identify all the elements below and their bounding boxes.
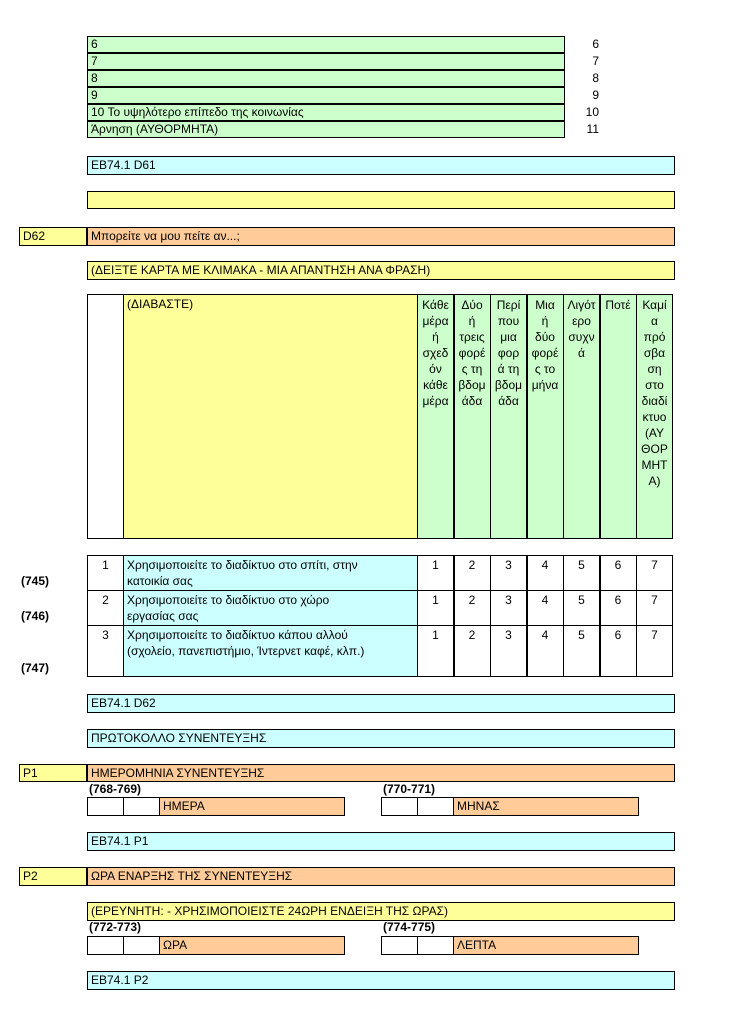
question-code-d62: D62 [19,227,87,246]
answer-option[interactable]: 5 [563,590,600,626]
answer-option[interactable]: 1 [417,555,454,591]
field-code-day: (768-769) [89,782,142,796]
read-label: (ΔΙΑΒΑΣΤΕ) [123,294,418,539]
item-text [123,590,418,626]
ref-d61: EB74.1 D61 [87,156,675,175]
column-header-line: μήνα [531,378,559,392]
column-header-line: μια [500,330,517,344]
instruction-d62: (ΔΕΙΞΤΕ ΚΑΡΤΑ ΜΕ ΚΛΙΜΑΚΑ - ΜΙΑ ΑΠΑΝΤΗΣΗ ΑΝΑ ΦΡΑΣΗ) [87,261,675,280]
answer-option[interactable]: 2 [454,590,491,626]
column-header-line: βδομ [458,378,486,392]
answer-option[interactable]: 5 [563,625,600,677]
question-code-p1: P1 [19,764,87,782]
minutes-digit-2[interactable] [417,936,454,955]
column-header-line: μέρα [422,314,449,328]
column-header-line: που [497,314,520,328]
column-header-line: κτυο [642,410,667,424]
column-header-line: βδομ [494,378,523,392]
column-header [600,294,637,539]
scale-code: 10 [585,105,599,119]
column-header-line: κάθε [423,378,448,392]
item-text-line: Χρησιμοποιείτε το διαδίκτυο στο χώρο [127,593,330,607]
column-header-line: ς τη [461,362,483,376]
column-header-line: ή [541,314,549,328]
scale-code: 6 [592,37,599,51]
column-header-line: ή [432,330,439,344]
column-header-line: Α) [648,474,661,488]
scale-code: 9 [592,88,599,102]
column-header-line: φορ [497,346,520,360]
item-code: (747) [21,661,50,675]
column-header-line: σβα [643,346,666,360]
column-header-line: ς το [534,362,556,376]
answer-option[interactable]: 7 [636,590,673,626]
item-text-line: εργασίας σας [127,609,199,623]
minutes-digit-1[interactable] [381,936,418,955]
ref-d62: EB74.1 D62 [87,694,675,713]
item-code: (746) [21,609,50,623]
instruction-p2: (ΕΡΕΥΝΗΤΗ: - ΧΡΗΣΙΜΟΠΟΙΕΙΣΤΕ 24ΩΡΗ ΕΝΔΕΙΞΗ ΤΗΣ ΩΡΑΣ) [87,902,675,921]
answer-option[interactable]: 4 [527,555,564,591]
column-header [417,294,454,539]
column-header-line: Κάθε [422,298,449,312]
item-text [123,555,418,591]
minutes-label: ΛΕΠΤΑ [453,936,639,955]
ref-p1: EB74.1 P1 [87,832,675,851]
answer-option[interactable]: 1 [417,590,454,626]
column-header-line: άδα [461,394,483,408]
answer-option[interactable]: 4 [527,590,564,626]
column-header-line: φορέ [458,346,486,360]
column-header-line: Λιγότ [567,298,596,312]
column-header-line: Μια [535,298,555,312]
column-header-line: Καμί [642,298,667,312]
scale-row: 9 [87,87,565,104]
answer-option[interactable]: 3 [490,625,527,677]
column-header-line: πρό [643,330,666,344]
column-header-line: φορέ [531,346,559,360]
scale-code: 11 [586,122,599,136]
column-header [636,294,673,539]
scale-row: 10 Το υψηλότερο επίπεδο της κοινωνίας [87,104,565,121]
answer-option[interactable]: 6 [600,625,637,677]
answer-option[interactable]: 7 [636,555,673,591]
item-number: 1 [87,555,124,591]
column-header-line: τρεις [459,330,485,344]
column-header-line: Περί [496,298,521,312]
column-header-line: (ΑΥ [644,426,665,440]
scale-row: 8 [87,70,565,87]
item-code: (745) [21,574,50,588]
column-header-line: μέρα [422,394,449,408]
item-text [123,625,418,677]
column-header [527,294,564,539]
column-header-line: Ποτέ [605,298,631,312]
column-header-line: στο [645,378,664,392]
item-number: 3 [87,625,124,677]
column-header-line: σχεδ [422,346,449,360]
scale-code: 8 [592,71,599,85]
question-code-p2: P2 [19,867,87,886]
field-code-minutes: (774-775) [383,920,436,934]
day-label: ΗΜΕΡΑ [159,797,345,816]
answer-option[interactable]: 7 [636,625,673,677]
ref-p2: EB74.1 P2 [87,971,675,990]
protocol-header: ΠΡΩΤΟΚΟΛΛΟ ΣΥΝΕΝΤΕΥΞΗΣ [87,729,675,748]
answer-option[interactable]: 6 [600,555,637,591]
column-header [490,294,527,539]
day-digit-2[interactable] [123,797,160,816]
month-digit-1[interactable] [381,797,418,816]
field-code-hour: (772-773) [89,920,142,934]
answer-option[interactable]: 3 [490,590,527,626]
column-header-line: όν [429,362,442,376]
column-header-line: ση [647,362,662,376]
hour-digit-1[interactable] [87,936,124,955]
scale-row: 6 [87,36,565,53]
question-text-d62: Μπορείτε να μου πείτε αν...; [87,227,675,246]
column-header [563,294,600,539]
column-header-line: ή [468,314,476,328]
column-header-line: ά [578,346,585,360]
item-text-line: (σχολείο, πανεπιστήμιο, Ίντερνετ καφέ, κλπ.) [127,644,365,658]
item-text-line: Χρησιμοποιείτε το διαδίκτυο στο σπίτι, στην [127,558,358,572]
column-header-line: δύο [535,330,555,344]
answer-option[interactable]: 2 [454,625,491,677]
d62-items [87,555,675,677]
answer-option[interactable]: 4 [527,625,564,677]
question-text-p1: ΗΜΕΡΟΜΗΝΙΑ ΣΥΝΕΝΤΕΥΞΗΣ [87,764,675,782]
answer-option[interactable]: 2 [454,555,491,591]
field-code-month: (770-771) [383,782,436,796]
answer-option[interactable]: 5 [563,555,600,591]
hour-label: ΩΡΑ [159,936,345,955]
hour-digit-2[interactable] [123,936,160,955]
column-header-line: ά τη [497,362,520,376]
column-header-line: συχν [568,330,595,344]
scale-code: 7 [592,54,599,68]
day-digit-1[interactable] [87,797,124,816]
empty-bar [87,191,675,209]
column-header-line: άδα [498,394,519,408]
item-text-line: Χρησιμοποιείτε το διαδίκτυο κάπου αλλού [127,628,348,642]
item-number: 2 [87,590,124,626]
question-text-p2: ΩΡΑ ΕΝΑΡΞΗΣ ΤΗΣ ΣΥΝΕΝΤΕΥΞΗΣ [87,867,675,886]
column-header-line: ΘΟΡ [641,442,668,456]
column-header-line: διαδί [641,394,668,408]
scale-row: Άρνηση (ΑΥΘΟΡΜΗΤΑ) [87,121,565,138]
d62-header [87,294,675,539]
item-text-line: κατοικία σας [127,574,193,588]
answer-option[interactable]: 1 [417,625,454,677]
column-header [454,294,491,539]
answer-option[interactable]: 3 [490,555,527,591]
header-blank-cell [87,294,124,539]
month-digit-2[interactable] [417,797,454,816]
column-header-line: ΜΗΤ [641,458,668,472]
column-header-line: ερο [572,314,591,328]
scale-row: 7 [87,53,565,70]
answer-option[interactable]: 6 [600,590,637,626]
month-label: ΜΗΝΑΣ [453,797,639,816]
column-header-line: Δύο [461,298,483,312]
column-header-line: α [651,314,658,328]
